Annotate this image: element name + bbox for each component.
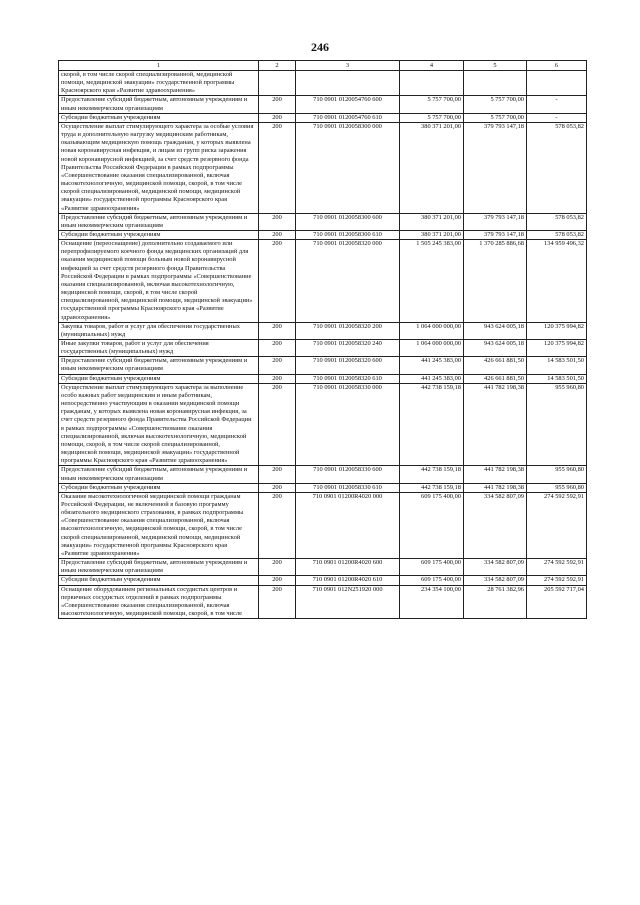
cell-budget-classification: 710 0901 0120058320 200 (296, 322, 400, 339)
cell-description: Предоставление субсидий бюджетным, автономным учреждениям и иным некоммерческим организациям (59, 357, 259, 374)
cell-budget-classification: 710 0901 0120054760 600 (296, 96, 400, 113)
cell-unexecuted-amount: 578 053,82 (527, 230, 587, 239)
cell-approved-amount: 1 505 245 383,00 (400, 240, 464, 323)
cell-approved-amount: 609 175 400,00 (400, 576, 464, 585)
cell-description: Оказание высокотехнологичной медицинской помощи гражданам Российской Федерации, не включенной в базовую программу обязательного медицинского страхования, в рамках подпрограммы «Совершенствование оказания специализированной, включая высокотехнологичную, медицинской помощи, скорой, в том числе скорой специализированной, медицинской помощи, медицинской эвакуации» государственной программы Красноярского края «Развитие здравоохранения» (59, 492, 259, 558)
table-row (59, 374, 587, 383)
cell-unexecuted-amount: 14 583 501,50 (527, 374, 587, 383)
table-row (59, 240, 587, 323)
column-header-1: 1 (59, 61, 259, 71)
cell-executed-amount: 28 761 382,96 (464, 585, 527, 619)
cell-budget-classification: 710 0901 01200R4020 000 (296, 492, 400, 558)
cell-executed-amount: 5 757 700,00 (464, 96, 527, 113)
table-row (59, 122, 587, 213)
cell-budget-classification: 710 0901 0120058300 000 (296, 122, 400, 213)
cell-code-line: 200 (259, 383, 296, 466)
cell-approved-amount: 442 738 159,18 (400, 383, 464, 466)
cell-budget-classification: 710 0901 012N251920 000 (296, 585, 400, 619)
cell-description: Предоставление субсидий бюджетным, автономным учреждениям и иным некоммерческим организациям (59, 96, 259, 113)
cell-executed-amount: 379 793 147,18 (464, 230, 527, 239)
cell-approved-amount: 380 371 201,00 (400, 122, 464, 213)
cell-code-line: 200 (259, 96, 296, 113)
cell-executed-amount: 943 624 005,18 (464, 340, 527, 357)
cell-executed-amount: 5 757 700,00 (464, 113, 527, 122)
table-row (59, 559, 587, 576)
cell-unexecuted-amount: 274 592 592,91 (527, 492, 587, 558)
cell-unexecuted-amount: 274 592 592,91 (527, 576, 587, 585)
cell-description: Предоставление субсидий бюджетным, автономным учреждениям и иным некоммерческим организациям (59, 466, 259, 483)
table-row (59, 492, 587, 558)
cell-executed-amount: 379 793 147,18 (464, 122, 527, 213)
cell-code-line: 200 (259, 374, 296, 383)
budget-table (58, 60, 587, 619)
table-row (59, 230, 587, 239)
cell-description: Иные закупки товаров, работ и услуг для обеспечения государственных (муниципальных) нужд (59, 340, 259, 357)
cell-unexecuted-amount: 120 375 994,82 (527, 322, 587, 339)
cell-approved-amount: 5 757 700,00 (400, 96, 464, 113)
cell-budget-classification: 710 0901 0120058330 600 (296, 466, 400, 483)
table-row (59, 466, 587, 483)
page-number: 246 (311, 40, 329, 54)
cell-code-line: 200 (259, 483, 296, 492)
cell-code-line: 200 (259, 230, 296, 239)
cell-description: Предоставление субсидий бюджетным, автономным учреждениям и иным некоммерческим организациям (59, 559, 259, 576)
cell-budget-classification: 710 0901 0120058330 610 (296, 483, 400, 492)
table-row (59, 340, 587, 357)
cell-executed-amount: 334 582 807,09 (464, 559, 527, 576)
cell-description: Предоставление субсидий бюджетным, автономным учреждениям и иным некоммерческим организациям (59, 213, 259, 230)
table-row (59, 213, 587, 230)
column-header-3: 3 (296, 61, 400, 71)
cell-description: Субсидии бюджетным учреждениям (59, 576, 259, 585)
cell-approved-amount: 442 738 159,18 (400, 483, 464, 492)
cell-approved-amount: 380 371 201,00 (400, 230, 464, 239)
cell-code-line: 200 (259, 357, 296, 374)
table-row (59, 585, 587, 619)
table-row (59, 96, 587, 113)
cell-description: скорой, в том числе скорой специализированной, медицинской помощи, медицинской эвакуации» государственной программы Красноярского края «Развитие здравоохранения» (59, 71, 259, 96)
header-row (59, 61, 587, 71)
cell-approved-amount: 441 245 383,00 (400, 374, 464, 383)
column-header-4: 4 (400, 61, 464, 71)
cell-code-line: 200 (259, 240, 296, 323)
cell-description: Субсидии бюджетным учреждениям (59, 483, 259, 492)
cell-code-line: 200 (259, 576, 296, 585)
cell-unexecuted-amount: - (527, 96, 587, 113)
cell-unexecuted-amount: 955 960,80 (527, 483, 587, 492)
cell-budget-classification: 710 0901 0120058320 240 (296, 340, 400, 357)
table-body (59, 71, 587, 619)
cell-approved-amount: 1 064 000 000,00 (400, 340, 464, 357)
cell-unexecuted-amount (527, 71, 587, 96)
cell-executed-amount: 426 661 881,50 (464, 374, 527, 383)
cell-budget-classification (296, 71, 400, 96)
cell-approved-amount: 234 354 100,00 (400, 585, 464, 619)
cell-unexecuted-amount: 578 053,82 (527, 213, 587, 230)
table-row (59, 113, 587, 122)
cell-code-line: 200 (259, 466, 296, 483)
cell-description: Осуществление выплат стимулирующего характера за особые условия труда и дополнительную нагрузку медицинским работникам, оказывающим медицинскую помощь гражданам, у которых выявлена новая коронавирусная инфекция, и лицам из групп риска заражения новой коронавирусной инфекцией, за счет средств резервного фонда Правительства Российской Федерации в рамках подпрограммы «Совершенствование оказания специализированной, включая высокотехнологичную, медицинской помощи, скорой, в том числе скорой специализированной, медицинской помощи, медицинской эвакуации» государственной программы Красноярского края «Развитие здравоохранения» (59, 122, 259, 213)
cell-unexecuted-amount: 120 375 994,82 (527, 340, 587, 357)
cell-code-line: 200 (259, 492, 296, 558)
cell-approved-amount: 1 064 000 000,00 (400, 322, 464, 339)
cell-executed-amount: 379 793 147,18 (464, 213, 527, 230)
cell-executed-amount: 334 582 807,09 (464, 576, 527, 585)
cell-unexecuted-amount: 205 592 717,04 (527, 585, 587, 619)
cell-code-line: 200 (259, 585, 296, 619)
cell-unexecuted-amount: 134 959 496,32 (527, 240, 587, 323)
table-row (59, 483, 587, 492)
cell-approved-amount (400, 71, 464, 96)
cell-description: Закупка товаров, работ и услуг для обеспечения государственных (муниципальных) нужд (59, 322, 259, 339)
cell-budget-classification: 710 0901 0120054760 610 (296, 113, 400, 122)
cell-executed-amount: 334 582 807,09 (464, 492, 527, 558)
table-row (59, 71, 587, 96)
table-row (59, 576, 587, 585)
cell-approved-amount: 609 175 400,00 (400, 492, 464, 558)
cell-description: Субсидии бюджетным учреждениям (59, 230, 259, 239)
column-header-5: 5 (464, 61, 527, 71)
cell-budget-classification: 710 0901 0120058300 610 (296, 230, 400, 239)
table-row (59, 322, 587, 339)
cell-code-line: 200 (259, 322, 296, 339)
cell-approved-amount: 442 738 159,18 (400, 466, 464, 483)
column-header-6: 6 (527, 61, 587, 71)
cell-approved-amount: 609 175 400,00 (400, 559, 464, 576)
column-header-2: 2 (259, 61, 296, 71)
cell-code-line: 200 (259, 559, 296, 576)
table-row (59, 357, 587, 374)
cell-executed-amount: 441 782 198,38 (464, 483, 527, 492)
cell-executed-amount: 441 782 198,38 (464, 383, 527, 466)
cell-description: Осуществление выплат стимулирующего характера за выполнение особо важных работ медицинским и иным работникам, непосредственно участвующим в оказании медицинской помощи гражданам, у которых выявлена новая коронавирусная инфекция, за счет средств резервного фонда Правительства Российской Федерации в рамках подпрограммы «Совершенствование оказания специализированной, включая высокотехнологичную, медицинской помощи, скорой, в том числе скорой специализированной, медицинской помощи, медицинской эвакуации» государственной программы Красноярского края «Развитие здравоохранения» (59, 383, 259, 466)
cell-code-line: 200 (259, 213, 296, 230)
cell-description: Субсидии бюджетным учреждениям (59, 113, 259, 122)
cell-executed-amount: 943 624 005,18 (464, 322, 527, 339)
cell-approved-amount: 380 371 201,00 (400, 213, 464, 230)
cell-unexecuted-amount: 578 053,82 (527, 122, 587, 213)
cell-code-line (259, 71, 296, 96)
cell-budget-classification: 710 0901 0120058330 000 (296, 383, 400, 466)
cell-budget-classification: 710 0901 01200R4020 600 (296, 559, 400, 576)
cell-executed-amount: 441 782 198,38 (464, 466, 527, 483)
cell-description: Субсидии бюджетным учреждениям (59, 374, 259, 383)
cell-budget-classification: 710 0901 01200R4020 610 (296, 576, 400, 585)
cell-unexecuted-amount: 14 583 501,50 (527, 357, 587, 374)
cell-code-line: 200 (259, 113, 296, 122)
cell-unexecuted-amount: 274 592 592,91 (527, 559, 587, 576)
cell-description: Оснащение оборудованием региональных сосудистых центров и первичных сосудистых отделений в рамках подпрограммы «Совершенствование оказания специализированной, включая высокотехнологичную, медицинской помощи, скорой, в том числе (59, 585, 259, 619)
cell-code-line: 200 (259, 340, 296, 357)
cell-approved-amount: 441 245 383,00 (400, 357, 464, 374)
cell-description: Оснащение (переоснащение) дополнительно создаваемого или перепрофилируемого коечного фонда медицинских организаций для оказания медицинской помощи больным новой коронавирусной инфекцией за счет средств резервного фонда Правительства Российской Федерации в рамках подпрограммы «Совершенствование оказания специализированной, включая высокотехнологичную, медицинской помощи, скорой, в том числе скорой специализированной, медицинской помощи, медицинской эвакуации» государственной программы Красноярского края «Развитие здравоохранения» (59, 240, 259, 323)
cell-code-line: 200 (259, 122, 296, 213)
cell-executed-amount: 1 370 285 886,68 (464, 240, 527, 323)
cell-budget-classification: 710 0901 0120058300 600 (296, 213, 400, 230)
cell-budget-classification: 710 0901 0120058320 610 (296, 374, 400, 383)
cell-approved-amount: 5 757 700,00 (400, 113, 464, 122)
cell-unexecuted-amount: 955 960,80 (527, 466, 587, 483)
cell-budget-classification: 710 0901 0120058320 000 (296, 240, 400, 323)
table-header (59, 61, 587, 71)
cell-unexecuted-amount: 955 960,80 (527, 383, 587, 466)
cell-budget-classification: 710 0901 0120058320 600 (296, 357, 400, 374)
table-row (59, 383, 587, 466)
cell-unexecuted-amount: - (527, 113, 587, 122)
cell-executed-amount: 426 661 881,50 (464, 357, 527, 374)
cell-executed-amount (464, 71, 527, 96)
